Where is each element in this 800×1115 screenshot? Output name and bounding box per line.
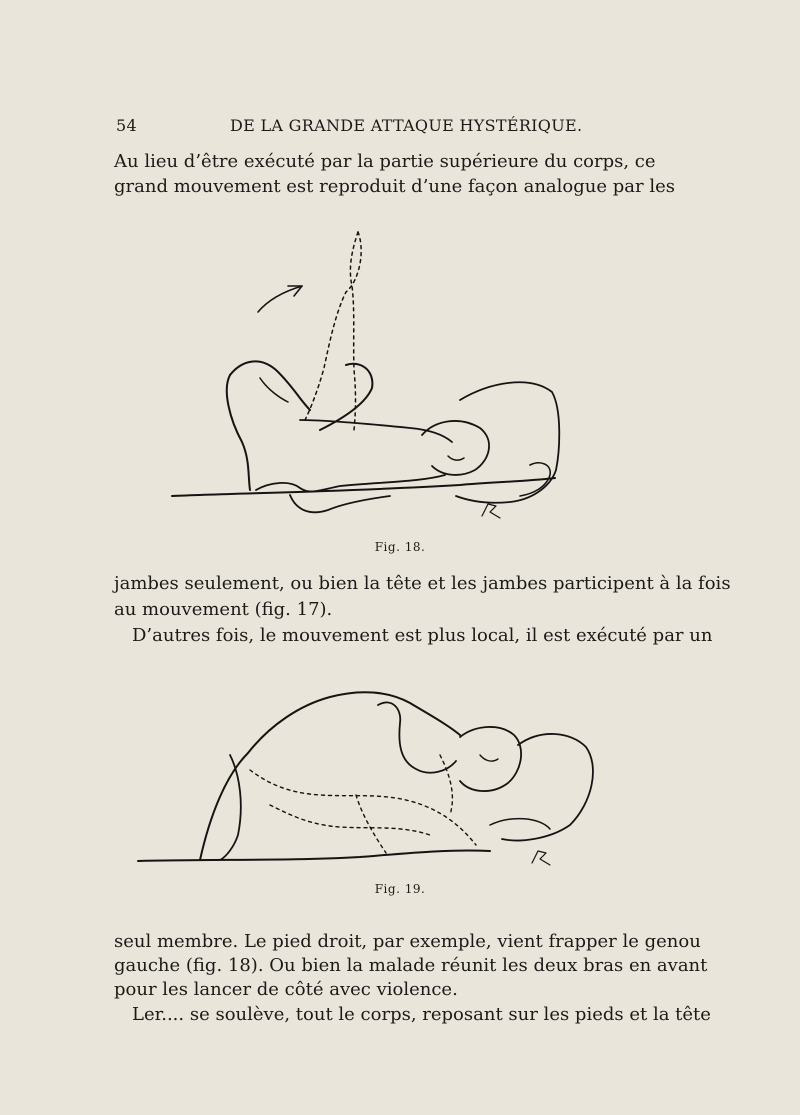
running-head (116, 116, 628, 138)
text-line: gauche (fig. 18). Ou bien la malade réunit les deux bras en avant (114, 955, 708, 976)
text-line: au mouvement (fig. 17). (114, 599, 333, 620)
running-title: DE LA GRANDE ATTAQUE HYSTÉRIQUE. (230, 116, 583, 135)
text-line: seul membre. Le pied droit, par exemple, vient frapper le genou (114, 931, 701, 952)
figure-19-illustration (130, 675, 610, 880)
figure-18-illustration (160, 220, 580, 530)
text-line: grand mouvement est reproduit d’une façon analogue par les (114, 176, 675, 197)
artist-signature (482, 504, 500, 518)
text-line: pour les lancer de côté avec violence. (114, 979, 458, 1000)
text-line: Ler.... se soulève, tout le corps, reposant sur les pieds et la tête (132, 1004, 711, 1025)
text-line: Au lieu d’être exécuté par la partie supérieure du corps, ce (114, 151, 656, 172)
page-number: 54 (116, 116, 137, 135)
motion-arrow (258, 286, 302, 312)
floor-line (172, 478, 555, 496)
text-line: D’autres fois, le mouvement est plus local, il est exécuté par un (132, 625, 713, 646)
figure-19-caption: Fig. 19. (374, 882, 426, 896)
floor-line (138, 850, 490, 861)
artist-signature (532, 851, 550, 865)
figure-18-caption: Fig. 18. (374, 540, 426, 554)
text-line: jambes seulement, ou bien la tête et les jambes participent à la fois (114, 573, 731, 594)
